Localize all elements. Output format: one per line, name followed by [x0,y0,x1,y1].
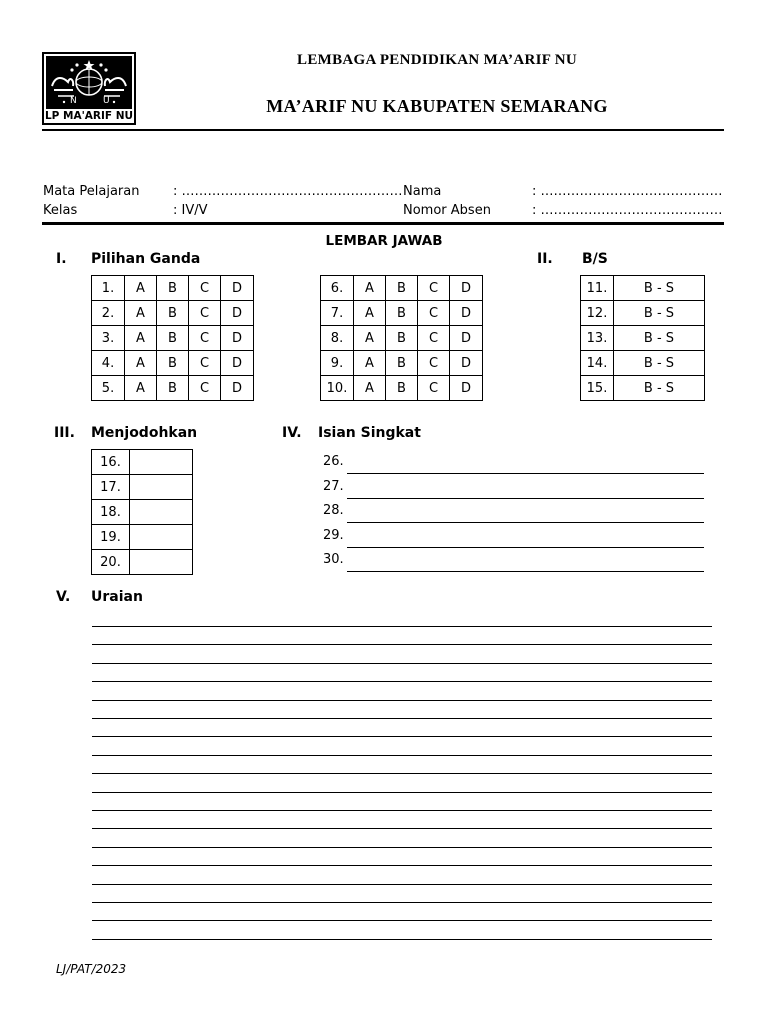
institution-region: MA’ARIF NU KABUPATEN SEMARANG [266,96,608,116]
essay-line[interactable] [92,865,712,866]
pg-row [321,276,483,301]
question-number: 6. [321,276,354,301]
question-number: 16. [92,450,130,475]
match-row [92,500,193,525]
option-d[interactable]: D [221,376,254,401]
question-number: 5. [92,376,125,401]
option-c[interactable]: C [189,351,221,376]
bs-row [581,376,705,401]
absen-label: Nomor Absen [403,203,491,218]
option-b[interactable]: B [386,326,418,351]
option-a[interactable]: A [354,351,386,376]
match-answer-box[interactable] [130,525,193,550]
option-a[interactable]: A [354,326,386,351]
section-isian-number: IV. [282,425,302,441]
class-value: : IV/V [173,203,208,218]
match-answer-box[interactable] [130,475,193,500]
institution-name: LEMBAGA PENDIDIKAN MA’ARIF NU [297,52,577,68]
pg-row [321,326,483,351]
option-d[interactable]: D [450,351,483,376]
bs-table [580,275,705,401]
option-a[interactable]: A [354,276,386,301]
question-number: 10. [321,376,354,401]
bs-row [581,326,705,351]
option-c[interactable]: C [189,326,221,351]
short-answer-line[interactable] [347,547,704,548]
page-title: LEMBAR JAWAB [325,233,443,249]
option-a[interactable]: A [354,376,386,401]
logo-text: LP MA'ARIF NU [44,110,134,122]
name-label: Nama [403,184,442,199]
pg-table-right [320,275,483,401]
match-answer-box[interactable] [130,550,193,575]
essay-line[interactable] [92,828,712,829]
info-divider [42,222,724,225]
lp-maarif-nu-logo [42,52,136,125]
subject-label: Mata Pelajaran [43,184,140,199]
option-c[interactable]: C [189,301,221,326]
question-number: 9. [321,351,354,376]
question-number: 2. [92,301,125,326]
question-number: 11. [581,276,614,301]
section-pg-number: I. [56,251,67,267]
option-d[interactable]: D [221,326,254,351]
pg-row [321,376,483,401]
option-b[interactable]: B [157,301,189,326]
essay-line[interactable] [92,736,712,737]
option-c[interactable]: C [418,301,450,326]
short-answer-line[interactable] [347,571,704,572]
option-d[interactable]: D [450,376,483,401]
pg-row [321,351,483,376]
bs-choice[interactable]: B - S [614,351,705,376]
pg-row [92,351,254,376]
logo-letter-u: U [103,96,110,106]
essay-line[interactable] [92,884,712,885]
match-answer-box[interactable] [130,500,193,525]
essay-line[interactable] [92,681,712,682]
short-answer-line[interactable] [347,498,704,499]
option-b[interactable]: B [157,376,189,401]
bs-row [581,276,705,301]
match-answer-box[interactable] [130,450,193,475]
absen-field[interactable]: : …………………………………… [532,203,723,218]
option-a[interactable]: A [125,276,157,301]
section-isian-title: Isian Singkat [318,425,421,441]
option-d[interactable]: D [450,326,483,351]
short-answer-number: 26. [323,454,344,469]
essay-line[interactable] [92,700,712,701]
pg-row [92,301,254,326]
match-row [92,450,193,475]
bs-row [581,351,705,376]
option-a[interactable]: A [125,376,157,401]
option-b[interactable]: B [157,351,189,376]
essay-line[interactable] [92,644,712,645]
section-bs-number: II. [537,251,553,267]
question-number: 17. [92,475,130,500]
short-answer-number: 27. [323,478,344,494]
pg-table-left [91,275,254,401]
short-answer-line[interactable] [347,522,704,523]
document-code: LJ/PAT/2023 [56,962,127,976]
nu-emblem-icon [46,56,132,109]
option-d[interactable]: D [450,301,483,326]
short-answer-line[interactable] [347,473,704,474]
essay-line[interactable] [92,718,712,719]
option-c[interactable]: C [189,276,221,301]
pg-row [92,326,254,351]
bs-choice[interactable]: B - S [614,276,705,301]
essay-line[interactable] [92,920,712,921]
short-answer-number: 30. [323,552,344,568]
option-c[interactable]: C [418,376,450,401]
option-a[interactable]: A [354,301,386,326]
option-b[interactable]: B [386,276,418,301]
question-number: 18. [92,500,130,525]
essay-line[interactable] [92,902,712,903]
question-number: 12. [581,301,614,326]
match-row [92,550,193,575]
option-c[interactable]: C [418,326,450,351]
match-row [92,525,193,550]
essay-line[interactable] [92,663,712,664]
question-number: 3. [92,326,125,351]
bs-choice[interactable]: B - S [614,326,705,351]
essay-line[interactable] [92,755,712,756]
logo-letter-n: N [70,96,77,106]
section-uraian-title: Uraian [91,589,143,605]
question-number: 20. [92,550,130,575]
pg-row [92,276,254,301]
pg-row [321,301,483,326]
essay-line[interactable] [92,792,712,793]
essay-line[interactable] [92,773,712,774]
bs-choice[interactable]: B - S [614,376,705,401]
option-a[interactable]: A [125,351,157,376]
bs-row [581,301,705,326]
section-bs-title: B/S [582,251,608,267]
question-number: 4. [92,351,125,376]
essay-line[interactable] [92,939,712,940]
option-b[interactable]: B [386,351,418,376]
option-b[interactable]: B [386,376,418,401]
question-number: 14. [581,351,614,376]
bs-choice[interactable]: B - S [614,301,705,326]
option-b[interactable]: B [157,326,189,351]
match-row [92,475,193,500]
section-menjodohkan-title: Menjodohkan [91,425,198,441]
header-divider [42,129,724,131]
option-c[interactable]: C [189,376,221,401]
subject-field[interactable]: : …………………………………………… [173,184,403,199]
essay-line[interactable] [92,626,712,627]
question-number: 8. [321,326,354,351]
option-b[interactable]: B [386,301,418,326]
option-d[interactable]: D [221,276,254,301]
pg-row [92,376,254,401]
option-b[interactable]: B [157,276,189,301]
question-number: 7. [321,301,354,326]
question-number: 19. [92,525,130,550]
option-c[interactable]: C [418,276,450,301]
question-number: 1. [92,276,125,301]
essay-line[interactable] [92,847,712,848]
name-field[interactable]: : …………………………………… [532,184,723,199]
option-a[interactable]: A [125,301,157,326]
option-a[interactable]: A [125,326,157,351]
short-answer-number: 28. [323,503,344,519]
essay-line[interactable] [92,810,712,811]
option-c[interactable]: C [418,351,450,376]
section-pg-title: Pilihan Ganda [91,251,201,267]
option-d[interactable]: D [221,301,254,326]
option-d[interactable]: D [221,351,254,376]
short-answer-number: 29. [323,527,344,543]
question-number: 15. [581,376,614,401]
option-d[interactable]: D [450,276,483,301]
class-label: Kelas [43,203,78,218]
section-menjodohkan-number: III. [54,425,75,441]
menjodohkan-table [91,449,193,575]
question-number: 13. [581,326,614,351]
section-uraian-number: V. [56,589,71,605]
